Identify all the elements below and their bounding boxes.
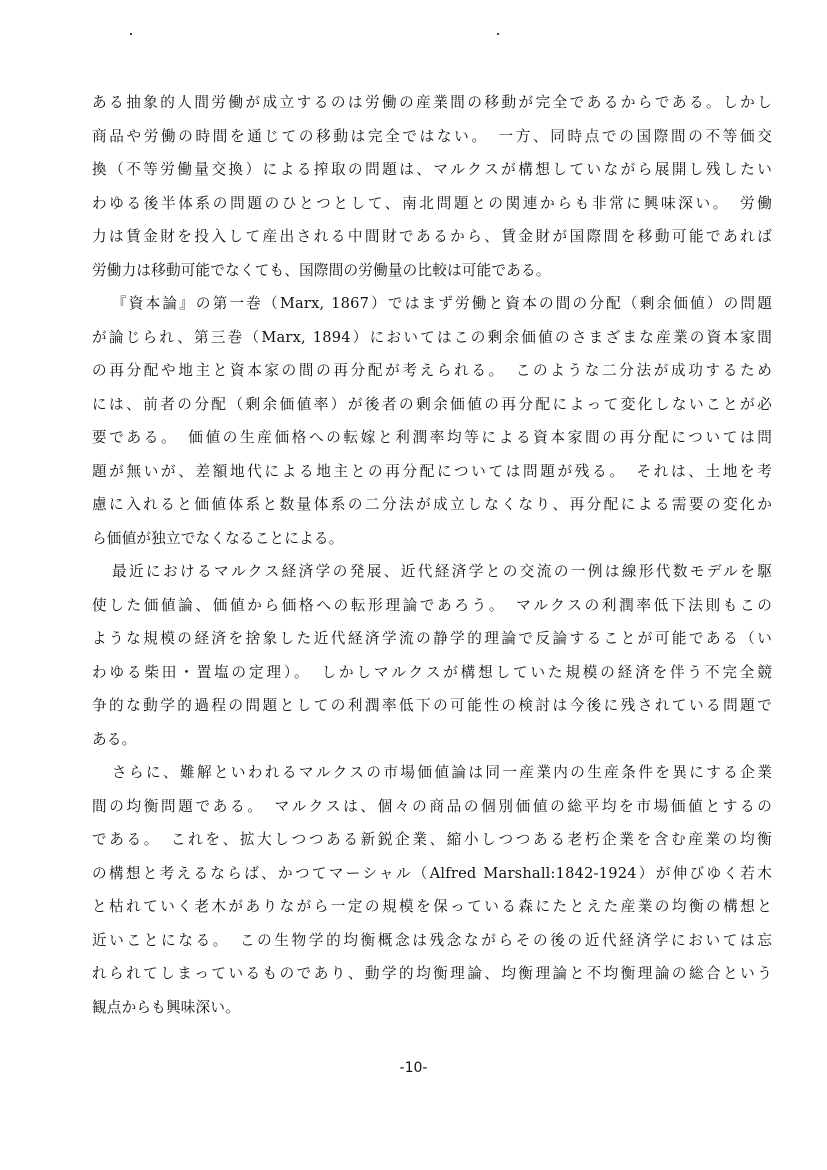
text-line: 間の均衡問題である。 マルクスは、個々の商品の個別価値の総平均を市場価値とするの	[92, 797, 772, 815]
text-line: 力は賃金財を投入して産出される中間財であるから、賃金財が国際間を移動可能であれば	[92, 228, 772, 245]
text-line: である。 これを、拡大しつつある新鋭企業、縮小しつつある老朽企業を含む産業の均衡	[92, 831, 772, 848]
text-line: と枯れていく老木がありながら一定の規模を保っている森にたとえた産業の均衡の構想と	[92, 898, 772, 915]
text-line: ある。	[92, 730, 137, 748]
text-line: には、前者の分配（剰余価値率）が後者の剰余価値の再分配によって変化しないことが必	[92, 395, 772, 413]
text-line: わゆる柴田・置塩の定理）。 しかしマルクスが構想していた規模の経済を伴う不完全競	[92, 663, 772, 681]
text-line: の再分配や地主と資本家の間の再分配が考えられる。 このような二分法が成功するため	[92, 362, 772, 379]
text-line: が論じられ、第三巻（Marx, 1894）においてはこの剰余価値のさまざまな産業の資本家間	[92, 328, 772, 346]
text-line: 争的な動学的過程の問題としての利潤率低下の可能性の検討は今後に残されている問題で	[92, 697, 772, 714]
text-line: 観点からも興味深い。	[92, 998, 240, 1016]
text-line: 労働力は移動可能でなくても、国際間の労働量の比較は可能である。	[92, 261, 551, 279]
paragraph-4	[92, 756, 772, 1024]
scan-mark-left	[130, 33, 132, 35]
paragraph-3	[92, 555, 772, 756]
paragraph-2	[92, 287, 772, 555]
text-line: 近いことになる。 この生物学的均衡概念は残念ながらその後の近代経済学においては忘	[92, 931, 772, 949]
body-text	[92, 86, 772, 1024]
text-line: 使した価値論、価値から価格への転形理論であろう。 マルクスの利潤率低下法則もこの	[92, 596, 772, 614]
text-line: わゆる後半体系の問題のひとつとして、南北問題との関連からも非常に興味深い。 労働	[92, 194, 772, 212]
text-line: れられてしまっているものであり、動学的均衡理論、均衡理論と不均衡理論の総合という	[92, 965, 772, 982]
text-line: 最近におけるマルクス経済学の発展、近代経済学との交流の一例は線形代数モデルを駆	[112, 563, 772, 580]
scan-mark-right	[497, 33, 499, 35]
text-line: ら価値が独立でなくなることによる。	[92, 529, 344, 547]
text-line: 『資本論』の第一巻（Marx, 1867）ではまず労働と資本の間の分配（剰余価値）の問題	[112, 295, 772, 312]
text-line: さらに、難解といわれるマルクスの市場価値論は同一産業内の生産条件を異にする企業	[112, 764, 772, 781]
paragraph-1	[92, 86, 772, 287]
text-line: の構想と考えるならば、かつてマーシャル（Alfred Marshall:1842-1924）が伸びゆく若木	[92, 864, 772, 882]
page-number: -10-	[399, 1060, 428, 1076]
text-line: 慮に入れると価値体系と数量体系の二分法が成立しなくなり、再分配による需要の変化か	[92, 496, 772, 513]
text-line: 商品や労働の時間を通じての移動は完全ではない。 一方、同時点での国際間の不等価交	[92, 127, 772, 145]
text-line: 要である。 価値の生産価格への転嫁と利潤率均等による資本家間の再分配については問	[92, 429, 772, 446]
text-line: ある抽象的人間労働が成立するのは労働の産業間の移動が完全であるからである。しかし	[92, 94, 772, 111]
text-line: 換（不等労働量交換）による搾取の問題は、マルクスが構想していながら展開し残したい	[92, 161, 772, 178]
text-line: ような規模の経済を捨象した近代経済学流の静学的理論で反論することが可能である（い	[92, 630, 772, 647]
text-line: 題が無いが、差額地代による地主との再分配については問題が残る。 それは、土地を考	[92, 462, 772, 480]
